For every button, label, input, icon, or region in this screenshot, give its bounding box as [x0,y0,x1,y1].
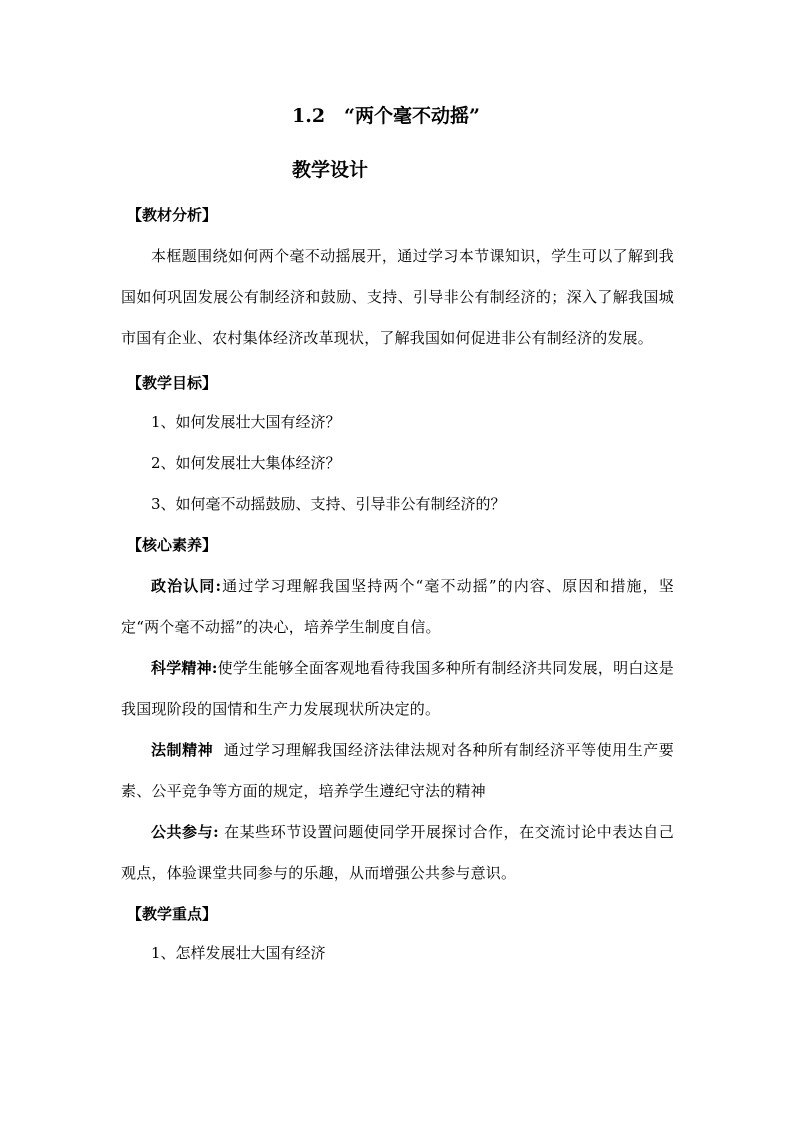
goal-item-2: 2、如何发展壮大集体经济？ [151,454,341,472]
goal-item-3: 3、如何毫不动摇鼓励、支持、引导非公有制经济的？ [151,495,506,513]
document-subtitle: 教学设计 [292,159,369,181]
literacy-item-science [121,648,674,730]
section-heading-literacy: 【核心素养】 [127,536,218,554]
literacy-term: 法制精神 [151,741,214,759]
document-title: 1.2 “两个毫不动摇” [292,105,480,127]
literacy-term: 科学精神: [151,659,218,677]
literacy-text: 使学生能够全面客观地看待我国多种所有制经济共同发展，明白这是我国现阶段的国情和生产力发展现状所决定的。 [121,659,674,718]
literacy-item-law [121,730,674,812]
analysis-paragraph: 本框题围绕如何两个毫不动摇展开，通过学习本节课知识，学生可以了解到我国如何巩固发展公有制经济和鼓励、支持、引导非公有制经济的；深入了解我国城市国有企业、农村集体经济改革现状，了解我国如何促进非公有制经济的发展。 [121,247,674,347]
literacy-term: 公共参与: [151,823,219,841]
literacy-item-political [121,566,674,648]
keypoint-item-1: 1、怎样发展壮大国有经济 [151,944,326,962]
literacy-text: 通过学习理解我国坚持两个“毫不动摇”的内容、原因和措施，坚定“两个毫不动摇”的决心，培养学生制度自信。 [121,577,674,636]
section-heading-goals: 【教学目标】 [127,374,218,392]
goal-item-1: 1、如何发展壮大国有经济？ [151,413,341,431]
section-heading-keypoints: 【教学重点】 [127,905,218,923]
document-body [121,205,674,974]
section-heading-analysis: 【教材分析】 [127,206,218,224]
literacy-item-participation [121,812,674,894]
literacy-text: 在某些环节设置问题使同学开展探讨合作，在交流讨论中表达自己观点，体验课堂共同参与的乐趣，从而增强公共参与意识。 [121,823,674,882]
literacy-text: 通过学习理解我国经济法律法规对各种所有制经济平等使用生产要素、公平竞争等方面的规定，培养学生遵纪守法的精神 [121,741,674,800]
literacy-term: 政治认同: [151,577,222,595]
